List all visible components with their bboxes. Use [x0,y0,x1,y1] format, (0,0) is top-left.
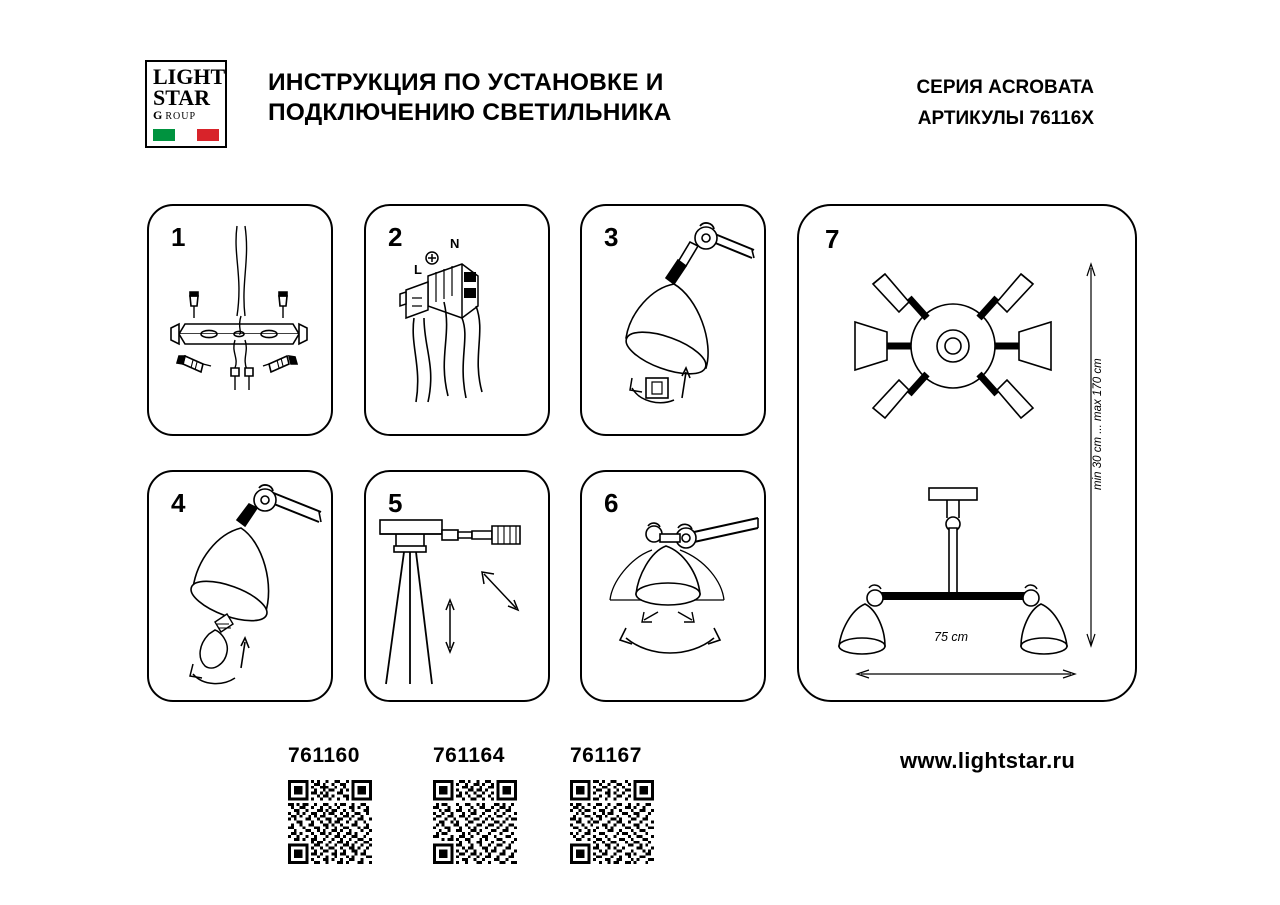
title-line-2: ПОДКЛЮЧЕНИЮ СВЕТИЛЬНИКА [268,99,672,126]
step-panel-4 [147,470,333,702]
step-7-illustration [799,206,1135,700]
logo-group-word [153,109,196,123]
step-panel-1 [147,204,333,436]
document-footer [0,720,1280,905]
article-block-0 [288,744,372,864]
terminal-label-n: N [450,236,460,251]
qr-code-761167 [570,780,654,864]
article-code: 761160 [288,744,360,767]
logo-group-initial: G [153,108,163,122]
width-dimension-label: 75 cm [934,630,969,644]
document-title [268,68,748,128]
qr-code-761164 [433,780,517,864]
terminal-label-l: L [414,262,422,277]
step-number: 3 [604,222,619,252]
step-number: 5 [388,488,403,518]
article-code: 761167 [570,744,642,767]
step-number: 2 [388,222,403,252]
step-panel-5 [364,470,550,702]
brand-logo [145,60,227,148]
article-block-2 [570,744,654,864]
height-dimension-label: min 30 cm ... max 170 cm [1092,358,1104,490]
step-panel-6 [580,470,766,702]
step-panel-7 [797,204,1137,702]
document-header [0,0,1280,170]
article-block-1 [433,744,517,864]
article-label: АРТИКУЛЫ 76116X [917,108,1094,129]
step-number: 6 [604,488,619,518]
series-label: СЕРИЯ ACROBATA [916,77,1094,98]
product-series-info [916,72,1094,134]
website-url[interactable]: www.lightstar.ru [900,748,1076,773]
logo-line-2: STAR [153,85,211,110]
qr-code-761160 [288,780,372,864]
step-number: 1 [171,222,186,252]
step-panel-2 [364,204,550,436]
article-code: 761164 [433,744,505,767]
step-number: 7 [825,224,840,254]
logo-line-1: LIGHT [153,64,226,89]
logo-group-rest: ROUP [165,111,197,122]
step-panel-3 [580,204,766,436]
title-line-1: ИНСТРУКЦИЯ ПО УСТАНОВКЕ И [268,69,664,96]
italian-flag-icon [153,129,219,141]
step-number: 4 [171,488,186,518]
